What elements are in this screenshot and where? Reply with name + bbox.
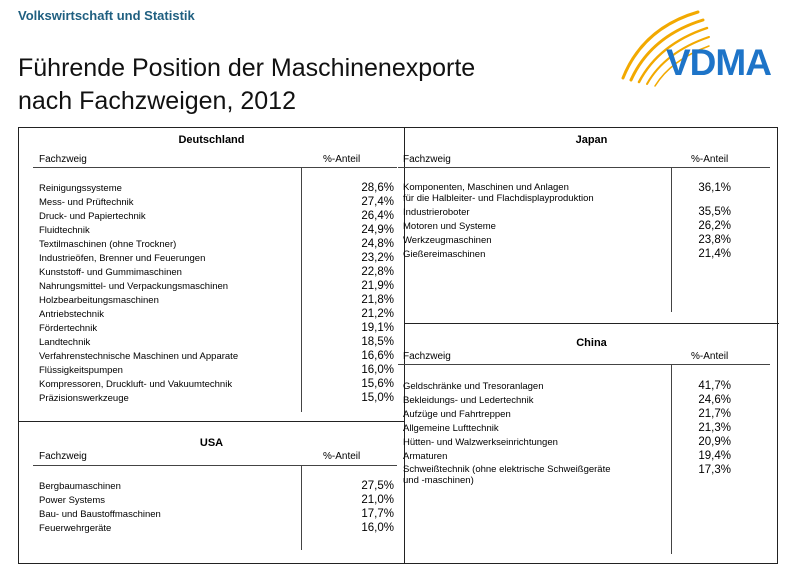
row-label: Kunststoff- und Gummimaschinen bbox=[39, 267, 182, 278]
row-label: Landtechnik bbox=[39, 337, 91, 348]
title-line-2: nach Fachzweigen, 2012 bbox=[18, 87, 296, 115]
row-label: Kompressoren, Druckluft- und Vakuumtechnik bbox=[39, 379, 233, 390]
column-header-fachzweig: Fachzweig bbox=[39, 451, 87, 462]
row-value: 22,8% bbox=[361, 266, 394, 278]
column-header-fachzweig: Fachzweig bbox=[403, 154, 451, 165]
row-label: Antriebstechnik bbox=[39, 309, 104, 320]
row-value: 15,0% bbox=[361, 392, 394, 404]
column-header-anteil: %-Anteil bbox=[323, 154, 361, 165]
row-value: 28,6% bbox=[361, 182, 394, 194]
row-value: 35,5% bbox=[698, 206, 731, 218]
header-underline bbox=[398, 167, 770, 168]
header-underline bbox=[33, 167, 397, 168]
row-label: Reinigungssysteme bbox=[39, 183, 122, 194]
column-header-anteil: %-Anteil bbox=[691, 351, 729, 362]
row-label: Druck- und Papiertechnik bbox=[39, 211, 146, 222]
row-value: 17,3% bbox=[698, 464, 731, 476]
row-value: 36,1% bbox=[698, 182, 731, 194]
row-label: Industrieroboter bbox=[403, 207, 470, 218]
row-label: Nahrungsmittel- und Verpackungsmaschinen bbox=[39, 281, 229, 292]
row-value: 17,7% bbox=[361, 508, 394, 520]
header-underline bbox=[398, 364, 770, 365]
vdma-logo: VDMA bbox=[666, 42, 771, 83]
row-value: 24,8% bbox=[361, 238, 394, 250]
row-label: Motoren und Systeme bbox=[403, 221, 496, 232]
row-label bbox=[403, 464, 611, 486]
row-value: 16,0% bbox=[361, 364, 394, 376]
row-label-line-1: Schweißtechnik (ohne elektrische Schweißgeräte bbox=[403, 464, 611, 475]
row-label: Mess- und Prüftechnik bbox=[39, 197, 134, 208]
row-value: 23,8% bbox=[698, 234, 731, 246]
row-label: Verfahrenstechnische Maschinen und Apparate bbox=[39, 351, 239, 362]
row-label: Power Systems bbox=[39, 495, 105, 506]
row-value: 27,5% bbox=[361, 480, 394, 492]
row-value: 21,2% bbox=[361, 308, 394, 320]
row-label: Präzisionswerkzeuge bbox=[39, 393, 129, 404]
row-label bbox=[403, 182, 594, 204]
value-column-divider bbox=[301, 465, 302, 550]
row-label: Hütten- und Walzwerkseinrichtungen bbox=[403, 437, 558, 448]
row-label: Fördertechnik bbox=[39, 323, 98, 334]
row-label: Aufzüge und Fahrtreppen bbox=[403, 409, 511, 420]
column-header-fachzweig: Fachzweig bbox=[403, 351, 451, 362]
row-label: Armaturen bbox=[403, 451, 448, 462]
china-divider bbox=[404, 323, 779, 324]
row-label: Fluidtechnik bbox=[39, 225, 90, 236]
row-value: 21,4% bbox=[698, 248, 731, 260]
section-title: China bbox=[576, 337, 607, 349]
section-title: Deutschland bbox=[178, 134, 245, 146]
row-label: Werkzeugmaschinen bbox=[403, 235, 492, 246]
column-header-fachzweig: Fachzweig bbox=[39, 154, 87, 165]
row-value: 18,5% bbox=[361, 336, 394, 348]
value-column-divider bbox=[301, 167, 302, 412]
row-label-line-1: Komponenten, Maschinen und Anlagen bbox=[403, 182, 569, 193]
row-value: 24,9% bbox=[361, 224, 394, 236]
pre-title: Volkswirtschaft und Statistik bbox=[18, 8, 195, 23]
row-label: Bergbaumaschinen bbox=[39, 481, 121, 492]
row-label: Allgemeine Lufttechnik bbox=[403, 423, 499, 434]
row-label: Industrieöfen, Brenner und Feuerungen bbox=[39, 253, 206, 264]
row-value: 41,7% bbox=[698, 380, 731, 392]
row-label: Bekleidungs- und Ledertechnik bbox=[403, 395, 534, 406]
row-value: 20,9% bbox=[698, 436, 731, 448]
header-underline bbox=[33, 465, 397, 466]
row-label-line-2: und -maschinen) bbox=[403, 475, 474, 486]
row-label: Bau- und Baustoffmaschinen bbox=[39, 509, 161, 520]
row-label-line-2: für die Halbleiter- und Flachdisplayproduktion bbox=[403, 193, 594, 204]
row-label: Textilmaschinen (ohne Trockner) bbox=[39, 239, 177, 250]
row-value: 27,4% bbox=[361, 196, 394, 208]
title-line-1: Führende Position der Maschinenexporte bbox=[18, 54, 476, 82]
row-value: 21,8% bbox=[361, 294, 394, 306]
row-value: 19,4% bbox=[698, 450, 731, 462]
usa-divider bbox=[19, 421, 404, 422]
row-value: 21,0% bbox=[361, 494, 394, 506]
row-value: 16,6% bbox=[361, 350, 394, 362]
section-title: USA bbox=[199, 437, 224, 449]
column-header-anteil: %-Anteil bbox=[691, 154, 729, 165]
row-label: Holzbearbeitungsmaschinen bbox=[39, 295, 159, 306]
row-value: 21,3% bbox=[698, 422, 731, 434]
row-value: 24,6% bbox=[698, 394, 731, 406]
row-value: 19,1% bbox=[361, 322, 394, 334]
row-value: 21,7% bbox=[698, 408, 731, 420]
row-label: Geldschränke und Tresoranlagen bbox=[403, 381, 544, 392]
row-label: Gießereimaschinen bbox=[403, 249, 486, 260]
row-value: 21,9% bbox=[361, 280, 394, 292]
row-value: 15,6% bbox=[361, 378, 394, 390]
export-table bbox=[18, 127, 778, 564]
row-value: 16,0% bbox=[361, 522, 394, 534]
row-value: 23,2% bbox=[361, 252, 394, 264]
row-label: Flüssigkeitspumpen bbox=[39, 365, 123, 376]
page-title bbox=[18, 52, 475, 118]
row-value: 26,2% bbox=[698, 220, 731, 232]
row-label: Feuerwehrgeräte bbox=[39, 523, 112, 534]
column-header-anteil: %-Anteil bbox=[323, 451, 361, 462]
row-value: 26,4% bbox=[361, 210, 394, 222]
section-title: Japan bbox=[575, 134, 608, 146]
